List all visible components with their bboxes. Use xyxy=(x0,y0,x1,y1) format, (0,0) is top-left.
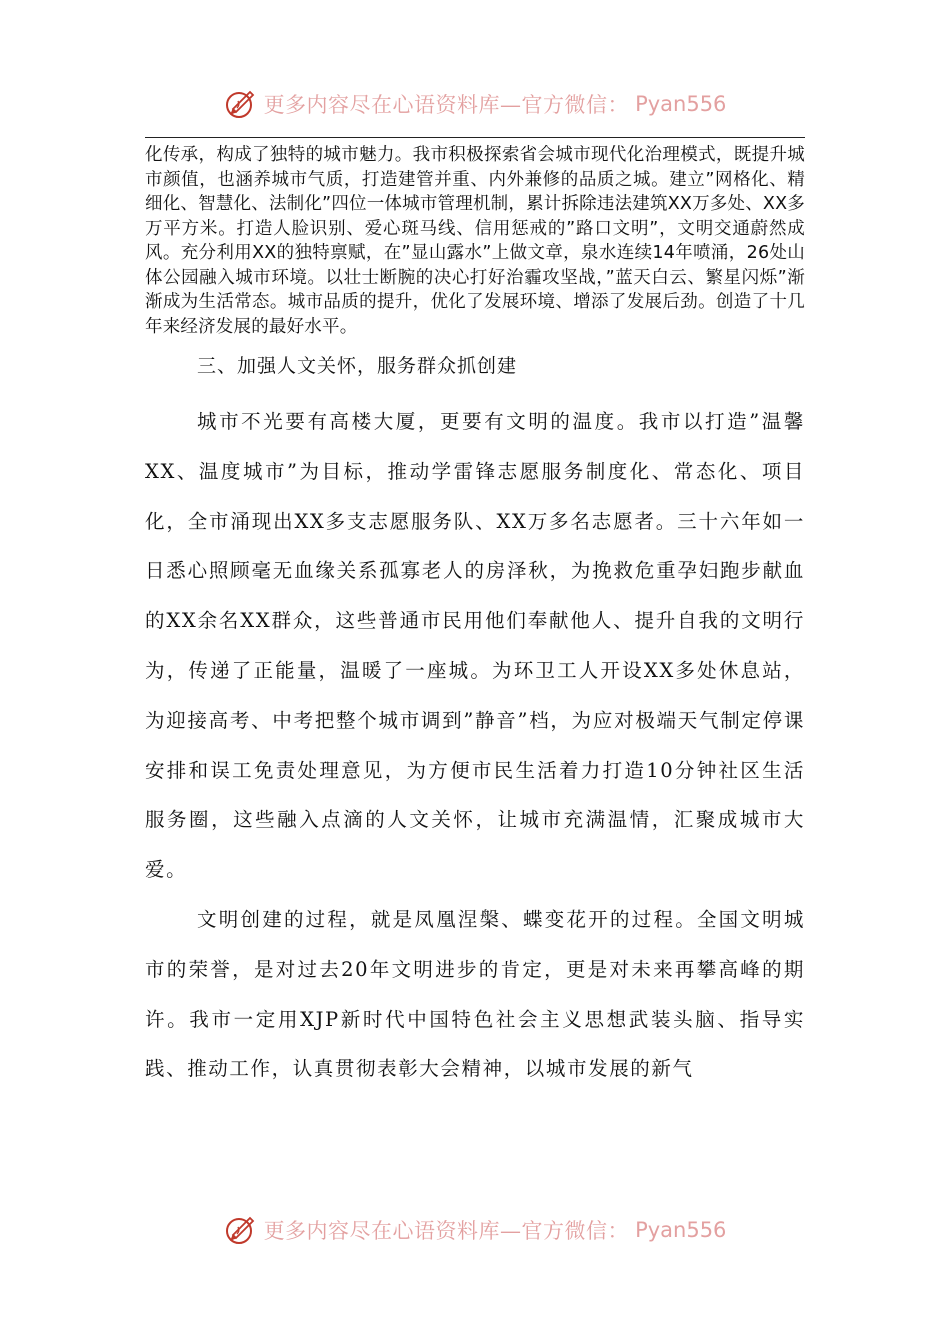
paragraph-continued: 化传承，构成了独特的城市魅力。我市积极探索省会城市现代化治理模式，既提升城市颜值，也涵养城市气质，打造建管并重、内外兼修的品质之城。建立”网格化、精细化、智慧化、法制化”四位一体城市管理机制，累计拆除违法建筑XX万多处、XX多万平方米。打造人脸识别、爱心斑马线、信用惩戒的”路口文明”，文明交通蔚然成风。充分利用XX的独特禀赋，在”显山露水”上做文章，泉水连续14年喷涌，26处山体公园融入城市环境。以壮士断腕的决心打好治霾攻坚战，”蓝天白云、繁星闪烁”渐渐成为生活常态。城市品质的提升，优化了发展环境、增添了发展后劲。创造了十几年来经济发展的最好水平。 xyxy=(145,145,805,337)
pen-circle-logo-icon xyxy=(224,1213,258,1247)
watermark-text: 更多内容尽在心语资料库—官方微信： xyxy=(263,93,630,117)
pen-circle-logo-icon xyxy=(224,87,258,121)
watermark-wechat-id: Pyan556 xyxy=(635,92,727,116)
document-body xyxy=(145,143,805,1094)
paragraph-2: 文明创建的过程，就是凤凰涅槃、蝶变花开的过程。全国文明城市的荣誉，是对过去20年文明进步的肯定，更是对未来再攀高峰的期许。我市一定用XJP新时代中国特色社会主义思想武装头脑、指导实践、推动工作，认真贯彻表彰大会精神，以城市发展的新气 xyxy=(145,907,805,1081)
watermark-footer xyxy=(0,1210,950,1250)
header-rule xyxy=(145,137,805,138)
paragraph-1: 城市不光要有高楼大厦，更要有文明的温度。我市以打造”温馨XX、温度城市”为目标，推动学雷锋志愿服务制度化、常态化、项目化，全市涌现出XX多支志愿服务队、XX万多名志愿者。三十六年如一日悉心照顾毫无血缘关系孤寡老人的房泽秋，为挽救危重孕妇跑步献血的XX余名XX群众，这些普通市民用他们奉献他人、提升自我的文明行为，传递了正能量，温暖了一座城。为环卫工人开设XX多处休息站，为迎接高考、中考把整个城市调到”静音”档，为应对极端天气制定停课安排和误工免责处理意见，为方便市民生活着力打造10分钟社区生活服务圈，这些融入点滴的人文关怀，让城市充满温情，汇聚成城市大爱。 xyxy=(145,410,805,882)
watermark-wechat-id: Pyan556 xyxy=(635,1218,727,1242)
section-heading: 三、加强人文关怀，服务群众抓创建 xyxy=(197,355,518,377)
watermark-text: 更多内容尽在心语资料库—官方微信： xyxy=(263,1219,630,1243)
watermark-header xyxy=(0,84,950,124)
